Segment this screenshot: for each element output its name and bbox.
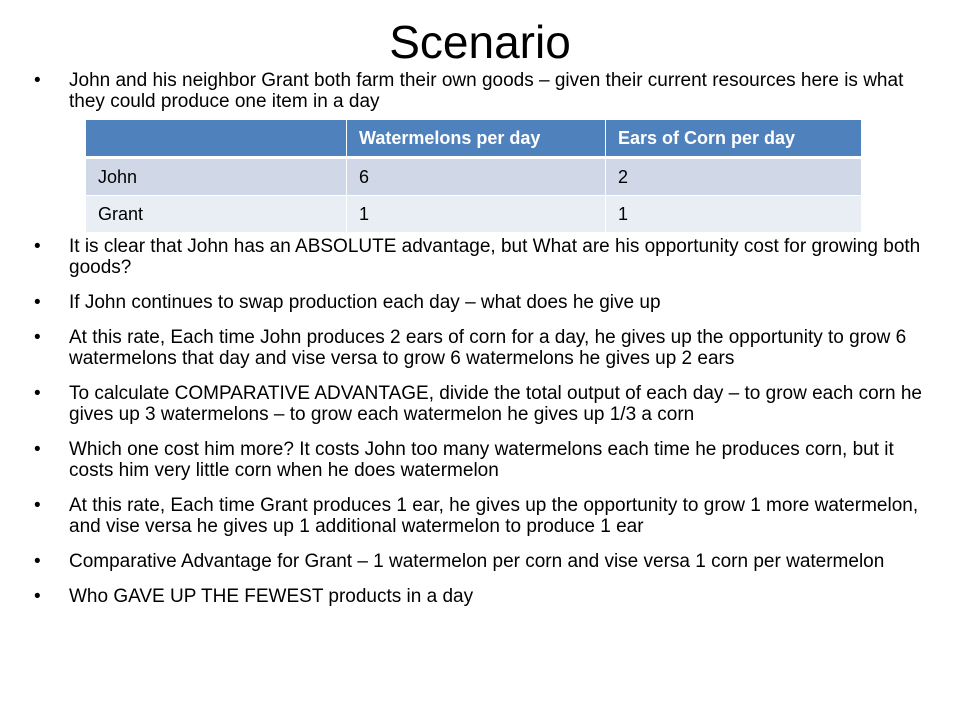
slide-title: Scenario — [389, 16, 571, 68]
bullet-dot: • — [34, 236, 41, 257]
bullet-item — [34, 383, 934, 425]
table-cell: John — [86, 158, 347, 196]
bullet-text: It is clear that John has an ABSOLUTE advantage, but What are his opportunity cost for growing both goods? — [69, 236, 921, 278]
bullet-item — [34, 495, 934, 537]
bullet-dot: • — [34, 292, 41, 313]
bullet-text: If John continues to swap production each day – what does he give up — [69, 292, 661, 313]
table-cell: 2 — [606, 158, 862, 196]
table-header-cell: Watermelons per day — [347, 120, 606, 158]
bullet-item — [34, 439, 934, 481]
table-header-row — [86, 120, 862, 158]
table-cell: 6 — [347, 158, 606, 196]
bullet-dot: • — [34, 383, 41, 404]
bullet-text: Who GAVE UP THE FEWEST products in a day — [69, 586, 474, 607]
bullet-dot: • — [34, 439, 41, 460]
table-cell: 1 — [606, 196, 862, 233]
bullet-text: At this rate, Each time John produces 2 ears of corn for a day, he gives up the opportunity to grow 6 watermelons that day and vise versa to grow 6 watermelons he gives up 2 ears — [69, 327, 907, 369]
bullet-item — [34, 236, 934, 278]
table-header-cell: Ears of Corn per day — [606, 120, 862, 158]
production-table — [86, 120, 862, 233]
bullet-text: Comparative Advantage for Grant – 1 watermelon per corn and vise versa 1 corn per watermelon — [69, 551, 885, 572]
bullet-dot: • — [34, 495, 41, 516]
bullet-text: To calculate COMPARATIVE ADVANTAGE, divide the total output of each day – to grow each corn he gives up 3 watermelons – to grow each watermelon he gives up 1/3 a corn — [69, 383, 922, 425]
table-header-cell — [86, 120, 347, 158]
bullet-text: John and his neighbor Grant both farm their own goods – given their current resources here is what they could produce one item in a day — [69, 70, 904, 112]
bullet-dot: • — [34, 586, 41, 607]
table-row — [86, 158, 862, 196]
table-cell: 1 — [347, 196, 606, 233]
bullet-item — [34, 551, 934, 572]
bullet-item — [34, 327, 934, 369]
bullet-item — [34, 70, 934, 112]
bullet-text: At this rate, Each time Grant produces 1 ear, he gives up the opportunity to grow 1 more watermelon, and vise versa he gives up 1 additional watermelon to produce 1 ear — [69, 495, 919, 537]
bullet-item — [34, 292, 934, 313]
bullet-text: Which one cost him more? It costs John too many watermelons each time he produces corn, but it costs him very little corn when he does watermelon — [69, 439, 894, 481]
bullet-dot: • — [34, 551, 41, 572]
bullet-item — [34, 586, 934, 607]
bullet-dot: • — [34, 327, 41, 348]
intro-bullet-list — [34, 70, 934, 126]
table-cell: Grant — [86, 196, 347, 233]
bullet-dot: • — [34, 70, 41, 91]
table-row — [86, 196, 862, 233]
analysis-bullet-list — [34, 236, 934, 621]
